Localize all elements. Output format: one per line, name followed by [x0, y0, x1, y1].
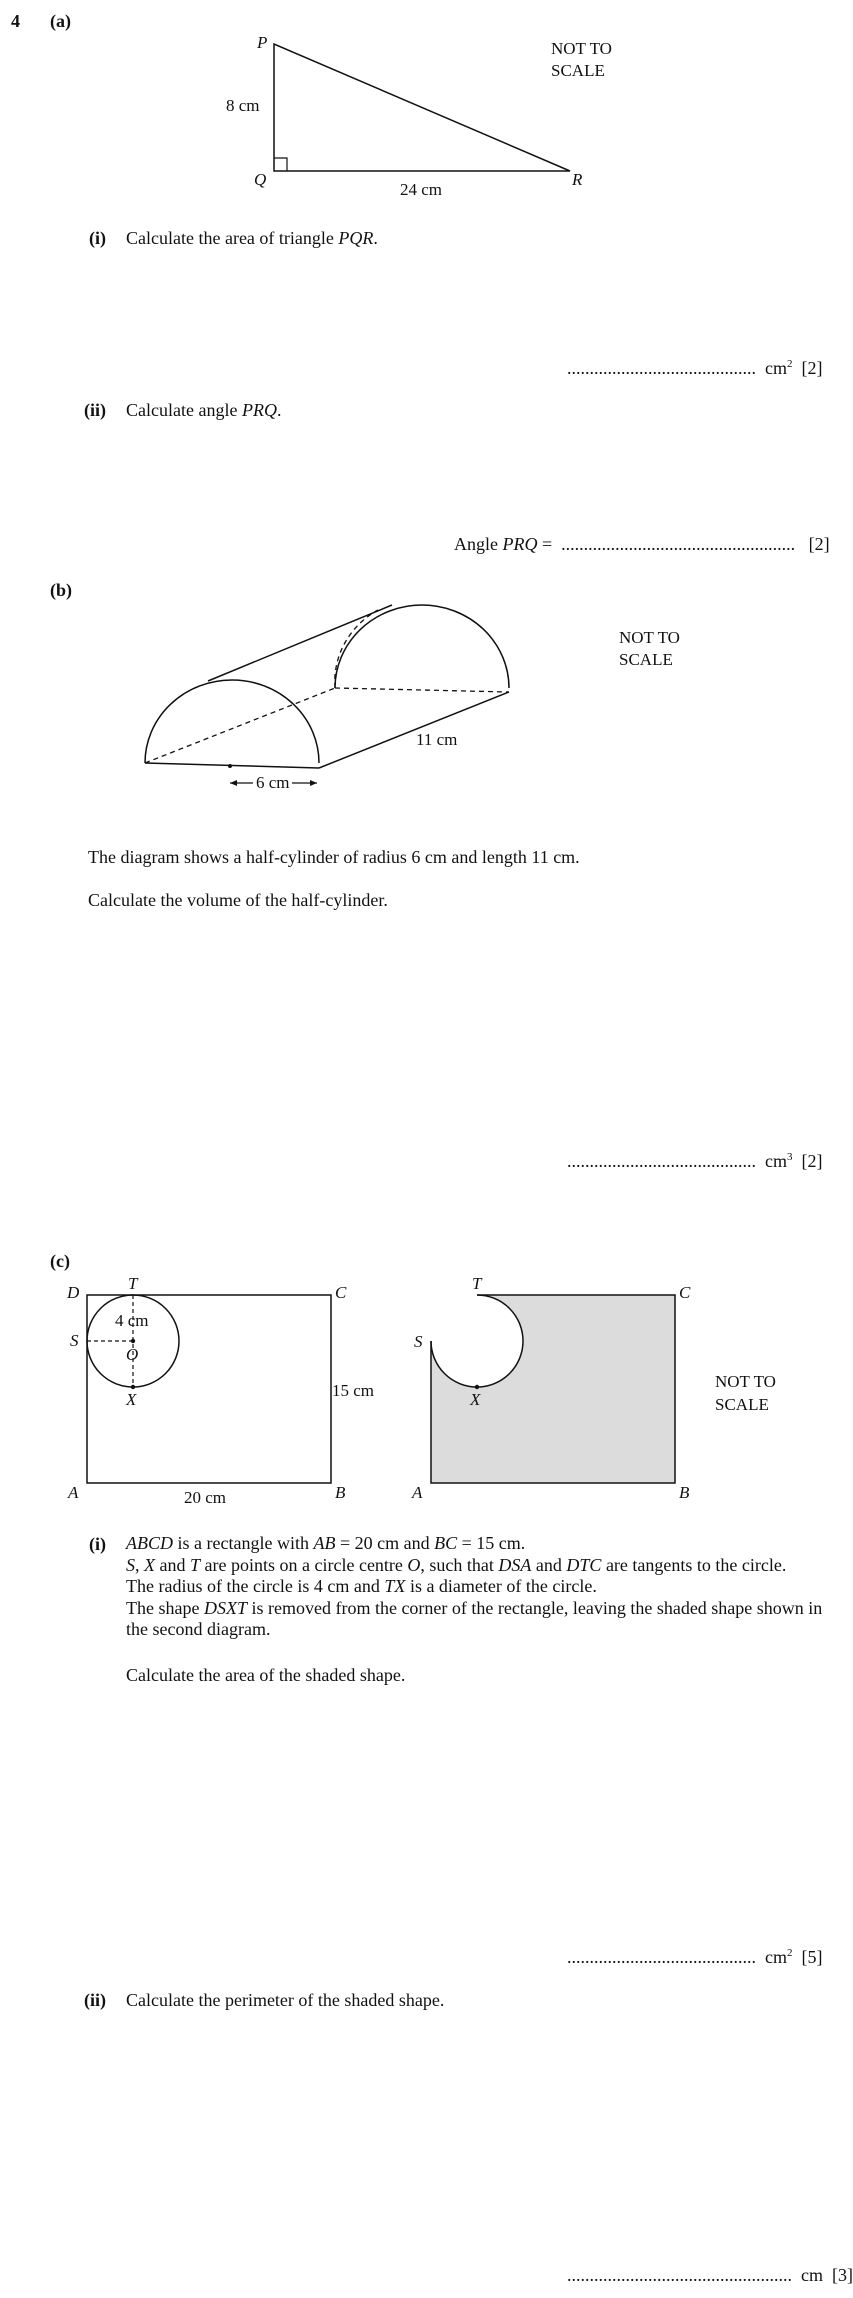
- part-c-ii-marks: [3]: [832, 2265, 853, 2285]
- part-c-i-line1: ABCD is a rectangle with AB = 20 cm and BC = 15 cm.: [126, 1533, 526, 1553]
- fig1-a-label: A: [68, 1483, 79, 1502]
- shaded-region: [431, 1295, 675, 1483]
- part-b-marks: [2]: [801, 1151, 823, 1171]
- fig2-a-label: A: [412, 1483, 423, 1502]
- part-c-ii-answer-line[interactable]: .................................................. cm [3]: [567, 2265, 853, 2285]
- not-to-scale-b-line2: SCALE: [619, 650, 673, 669]
- vertex-p-label: P: [257, 33, 268, 52]
- part-c-label: (c): [50, 1251, 70, 1271]
- not-to-scale-a-line1: NOT TO: [551, 39, 612, 58]
- fig1-side-ab-label: 20 cm: [184, 1488, 227, 1507]
- part-b-answer-line[interactable]: .......................................... $cm^3$ [2]: [567, 1151, 823, 1171]
- not-to-scale-c-line2: SCALE: [715, 1395, 769, 1414]
- part-c-i-marks: [5]: [801, 1947, 823, 1967]
- vertex-r-label: R: [572, 170, 583, 189]
- fig1-d-label: D: [67, 1283, 80, 1302]
- part-c-i-paragraph: [126, 1533, 846, 1641]
- part-a-i-marks: [2]: [801, 358, 823, 378]
- fig1-side-bc-label: 15 cm: [332, 1381, 375, 1400]
- part-b-label: (b): [50, 580, 72, 600]
- semicircle-cut: [431, 1295, 523, 1387]
- part-b-description: The diagram shows a half-cylinder of radius 6 cm and length 11 cm.: [88, 847, 580, 867]
- length-label: 11 cm: [416, 730, 458, 749]
- fig1-o-label: O: [126, 1345, 139, 1364]
- fig1-s-label: S: [70, 1331, 79, 1350]
- fig1-x-label: X: [126, 1390, 137, 1409]
- part-a-ii-answer-line[interactable]: Angle PRQ = .................................................... [2]: [454, 534, 830, 554]
- part-a-i-question: Calculate the area of triangle PQR.: [126, 228, 378, 248]
- fig2-s-label: S: [414, 1332, 423, 1351]
- fig1-radius-label: 4 cm: [115, 1311, 149, 1330]
- side-pq-label: 8 cm: [226, 96, 260, 115]
- not-to-scale-a-line2: SCALE: [551, 61, 605, 80]
- fig1-c-label: C: [335, 1283, 347, 1302]
- fig1-b-label: B: [335, 1483, 346, 1502]
- part-c-i-instruction: Calculate the area of the shaded shape.: [126, 1665, 406, 1685]
- fig2-b-label: B: [679, 1483, 690, 1502]
- part-c-ii-instruction: Calculate the perimeter of the shaded shape.: [126, 1990, 445, 2010]
- part-a-ii-question: Calculate angle PRQ.: [126, 400, 282, 420]
- fig1-t-label: T: [128, 1274, 138, 1293]
- part-c-i-line4: The shape DSXT is removed from the corner of the rectangle, leaving the shaded shape shown in the second diagram.: [126, 1597, 823, 1639]
- part-a-ii-marks: [2]: [808, 534, 830, 554]
- part-c-i-line3: The radius of the circle is 4 cm and TX is a diameter of the circle.: [126, 1576, 597, 1596]
- radius-label: 6 cm: [256, 773, 290, 792]
- part-a-label: (a): [50, 11, 71, 31]
- part-a-ii-label: (ii): [84, 400, 106, 420]
- fig2-point-x-dot: [475, 1385, 479, 1389]
- fig2-c-label: C: [679, 1283, 691, 1302]
- part-c-i-line2: S, X and T are points on a circle centre O, such that DSA and DTC are tangents to the circle.: [126, 1554, 787, 1575]
- vertex-q-label: Q: [254, 170, 267, 189]
- side-qr-label: 24 cm: [400, 180, 443, 199]
- not-to-scale-c-line1: NOT TO: [715, 1372, 776, 1391]
- fig2-x-label: X: [470, 1390, 481, 1409]
- part-a-i-label: (i): [89, 228, 106, 248]
- fig2-t-label: T: [472, 1274, 482, 1293]
- question-number: 4: [11, 11, 20, 31]
- part-b-instruction: Calculate the volume of the half-cylinder.: [88, 890, 388, 910]
- part-c-i-answer-line[interactable]: .......................................... $cm^2$ [5]: [567, 1947, 823, 1967]
- part-a-i-answer-line[interactable]: .......................................... $cm^2$ [2]: [567, 358, 823, 378]
- part-c-i-label: (i): [89, 1534, 106, 1554]
- part-c-ii-label: (ii): [84, 1990, 106, 2010]
- not-to-scale-b-line1: NOT TO: [619, 628, 680, 647]
